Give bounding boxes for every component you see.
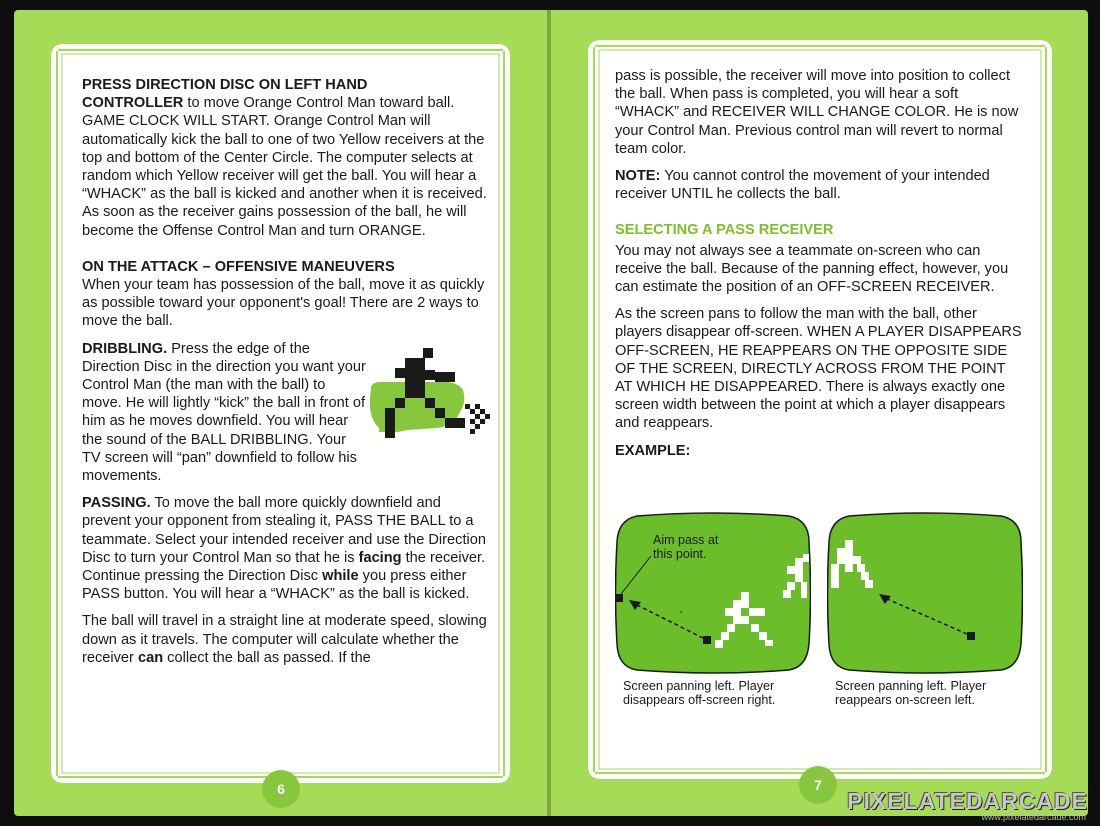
dribbling-label: DRIBBLING. [82, 340, 168, 357]
note-text: You cannot control the movement of your intended receiver UNTIL he collects the ball. [615, 168, 990, 203]
passing-text-3: you press either PASS button. You will hear a “WHACK” as the ball is kicked. [82, 568, 470, 603]
travel-can: can [137, 649, 164, 666]
selecting-heading: SELECTING A PASS RECEIVER [615, 222, 834, 239]
example-label: EXAMPLE: [615, 442, 691, 459]
caption-2: Screen panning left. Player reappears on-screen left. [835, 679, 987, 708]
travel-text-2: collect the ball as passed. If the [163, 649, 371, 666]
example-illustrations [615, 512, 1035, 712]
passing-while: while [322, 568, 359, 585]
left-page [14, 10, 547, 816]
page-number-6: 6 [262, 770, 300, 808]
travel-text-1: The ball will travel in a straight line at moderate speed, slowing down as it travels. The computer will calculate whether the receiver [82, 613, 487, 666]
watermark-brand: PIXELATEDARCADE [847, 788, 1088, 814]
intro-heading: PRESS DIRECTION DISC ON LEFT HAND [82, 77, 368, 93]
aim-label-line-1: Aim pass at [653, 533, 719, 547]
passing-label: PASSING. [82, 495, 151, 512]
aim-label-line-2: this point. [653, 547, 707, 561]
selecting-text-2: As the screen pans to follow the man with the ball, other players disappear off-screen. WHEN A PLAYER DISAPPEARS OFF-SCREEN, HE REAPPEARS ON THE OPPOSITE SIDE OF THE SCREEN, DIRECTLY ACROSS FROM THE POINT AT WHICH HE DISAPPEARED. There is always exactly one screen width between the point at which a player disappears and reappears. [615, 306, 1022, 432]
passing-text-1: To move the ball more quickly downfield and prevent your opponent from stealing it, PASS THE BALL to a teammate. Select your intended receiver and use the Direction Disc to turn your Control Man so that he is [82, 495, 486, 566]
watermark-url: www.pixelatedarcade.com [981, 812, 1086, 822]
intro-text: to move Orange Control Man toward ball. GAME CLOCK WILL START. Orange Control Man will automatically kick the ball to one of two Yellow receivers at the top and bottom of the Center Circle. The computer selects at random which Yellow receiver will get the ball. You will hear a “WHACK” as the ball is kicked and another when it is received. As soon as the receiver gains possession of the ball, he will become the Offense Control Man and turn ORANGE. [82, 95, 487, 239]
tv-screen-1 [615, 512, 811, 674]
dribbling-section [82, 340, 487, 486]
dribbling-text: Press the edge of the Direction Disc in the direction you want your Control Man (the man with the ball) to move. He will lightly “kick” the ball in front of him as he moves downfield. You will hear the sound of the BALL DRIBBLING. Your TV screen will “pan” downfield to follow his movements. [82, 340, 366, 485]
right-page [551, 10, 1088, 816]
note-label: NOTE: [615, 168, 661, 185]
continued-text: pass is possible, the receiver will move into position to collect the ball. When pass is completed, you will hear a soft “WHACK” and RECEIVER WILL CHANGE COLOR. He is now your Control Man. Previous control man will revert to normal team color. [615, 68, 1019, 157]
page-number-7: 7 [799, 766, 837, 804]
passing-text-2: the receiver. Continue pressing the Direction Disc [82, 549, 486, 585]
intro-controller-label: CONTROLLER [82, 95, 184, 112]
caption-1: Screen panning left. Player disappears off-screen right. [623, 679, 776, 708]
tv-screen-2 [827, 512, 1023, 674]
attack-text: When your team has possession of the ball, move it as quickly as possible toward your opponent's goal! There are 2 ways to move the ball. [82, 277, 485, 330]
attack-heading: ON THE ATTACK – OFFENSIVE MANEUVERS [82, 258, 395, 275]
right-content [615, 67, 1025, 469]
selecting-text-1: You may not always see a teammate on-screen who can receive the ball. Because of the panning effect, however, you can estimate the position of an OFF-SCREEN RECEIVER. [615, 242, 1009, 296]
passing-facing: facing [358, 549, 402, 566]
left-content [82, 76, 487, 676]
dribbling-player-illustration [367, 344, 502, 454]
